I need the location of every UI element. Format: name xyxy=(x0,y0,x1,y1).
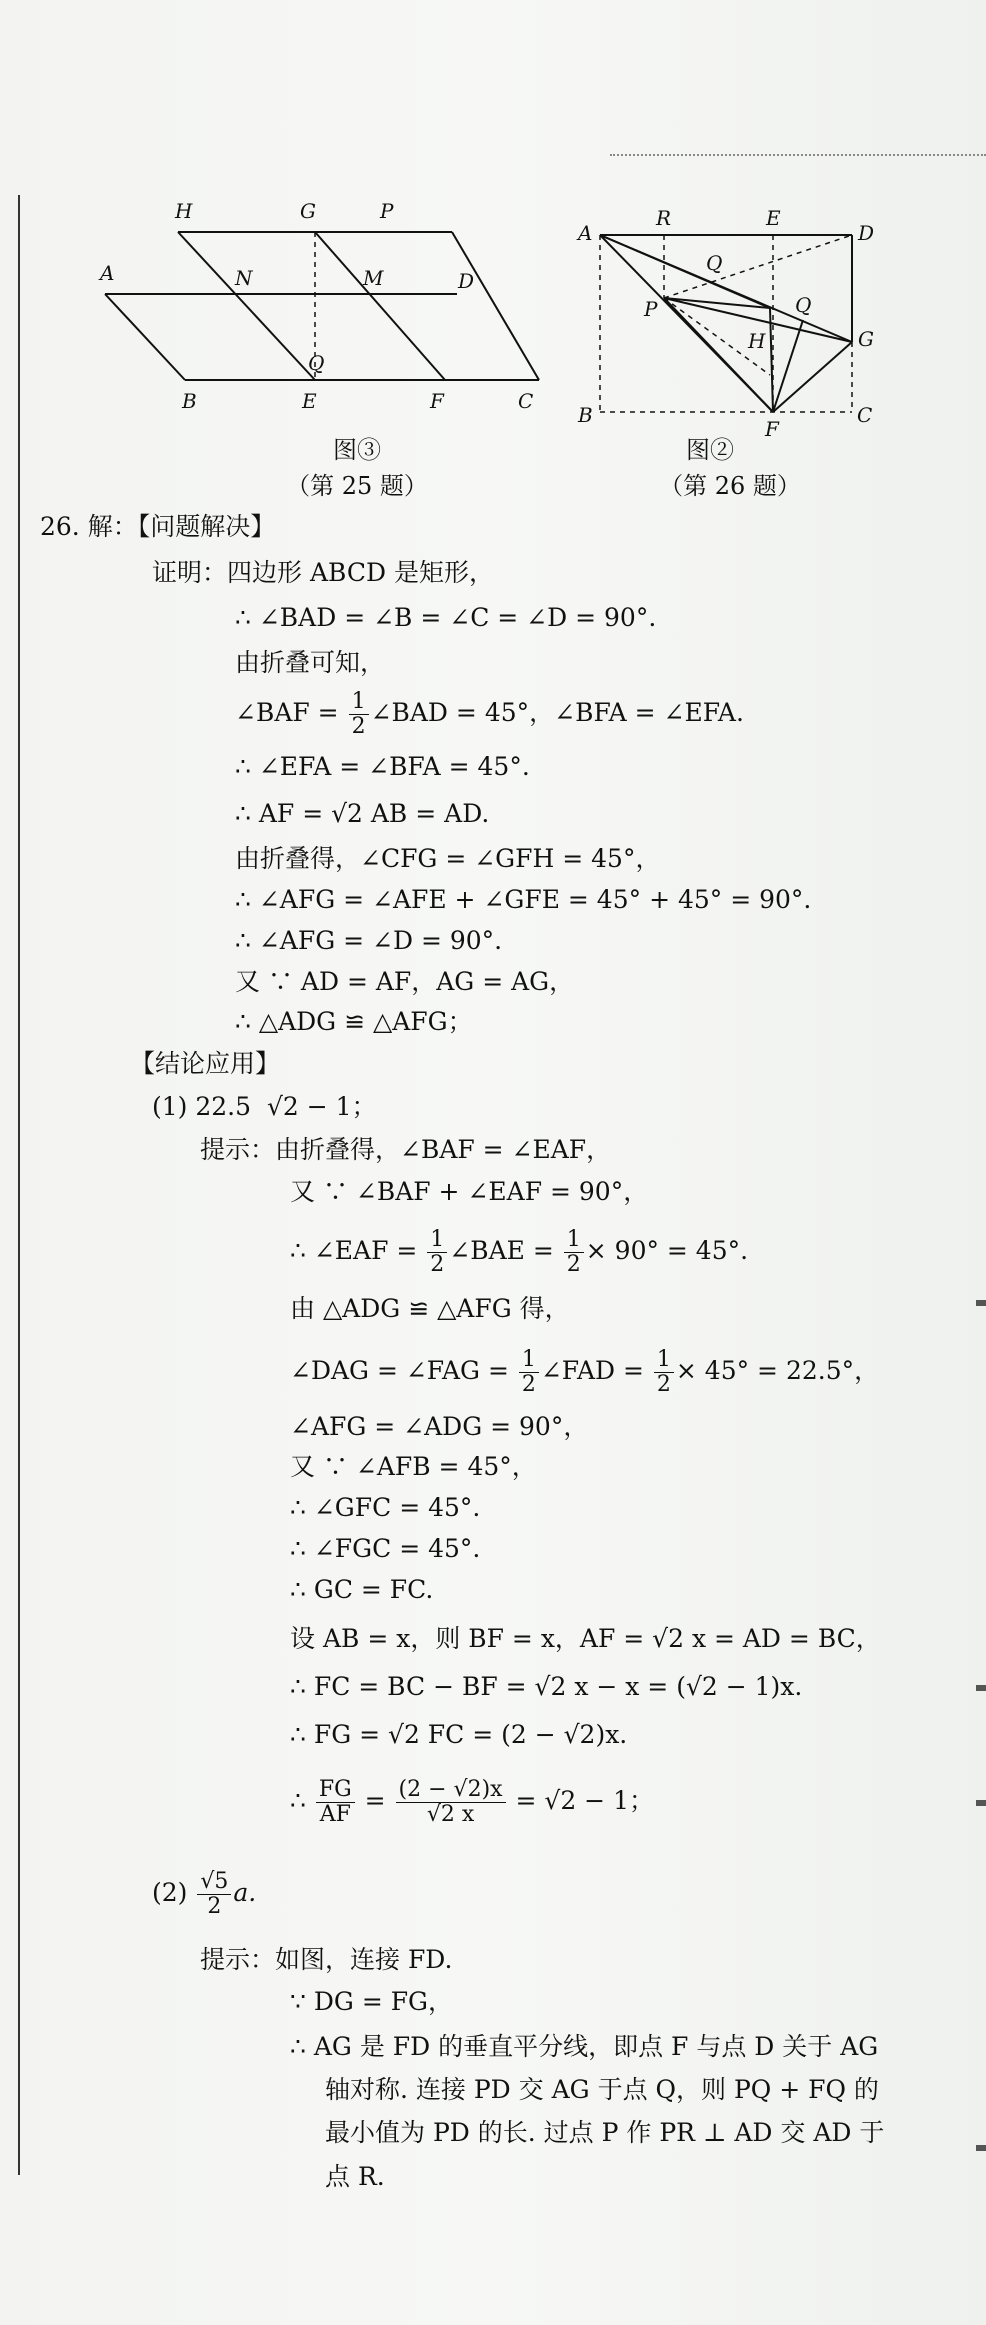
fraction-numerator: √5 xyxy=(197,1870,231,1895)
fraction-half xyxy=(519,1348,539,1397)
fraction-numerator: 1 xyxy=(349,690,369,715)
point-label: F xyxy=(430,389,444,413)
answer-line xyxy=(152,1090,377,1124)
text-line: ∴ FG = √2 FC = (2 − √2)x. xyxy=(290,1720,628,1749)
point-label: M xyxy=(363,266,384,290)
point-label: N xyxy=(235,266,253,290)
fraction-half xyxy=(349,690,369,739)
text-line-with-fraction xyxy=(235,690,744,739)
point-label: B xyxy=(578,403,593,427)
figure-26-caption: （第 26 题） xyxy=(659,472,801,500)
text-fragment: ∠BAE = xyxy=(449,1236,562,1265)
figure-26-name: 图② xyxy=(686,436,734,464)
point-label: G xyxy=(300,199,316,223)
text-line: ∴ ∠GFC = 45°. xyxy=(290,1493,481,1522)
figure-25-caption: （第 25 题） xyxy=(286,472,428,500)
text-line: 点 R. xyxy=(325,2162,385,2191)
fraction-numerator: (2 − √2)x xyxy=(396,1778,506,1803)
fraction-denominator: 2 xyxy=(351,714,366,739)
point-label: Q xyxy=(308,351,325,375)
text-line: ∴ AG 是 FD 的垂直平分线，即点 F 与点 D 关于 AG xyxy=(290,2032,879,2061)
section-heading: 【结论应用】 xyxy=(130,1049,281,1078)
text-fragment: ∠DAG = ∠FAG = xyxy=(290,1356,517,1385)
point-label: H xyxy=(748,329,766,353)
point-label: R xyxy=(656,206,672,230)
fraction-half xyxy=(654,1348,674,1397)
text-line: ∵ DG = FG， xyxy=(290,1987,454,2016)
point-label: D xyxy=(858,221,875,245)
text-line-with-fraction xyxy=(290,1228,748,1277)
fraction-numerator: 1 xyxy=(564,1228,584,1253)
fraction-fg-af xyxy=(316,1778,355,1827)
text-line: 又 ∵ ∠AFB = 45°， xyxy=(290,1452,537,1481)
solution-number xyxy=(40,510,275,544)
fraction-denominator: 2 xyxy=(521,1372,536,1397)
point-label: Q xyxy=(706,251,723,275)
fraction-expression xyxy=(396,1778,506,1827)
text-line: ∠AFG = ∠ADG = 90°， xyxy=(290,1412,589,1441)
fraction-denominator: 2 xyxy=(566,1252,581,1277)
fraction-denominator: AF xyxy=(319,1802,351,1827)
point-label: Q xyxy=(795,293,812,317)
fraction-numerator: 1 xyxy=(654,1348,674,1373)
fraction-denominator: 2 xyxy=(656,1372,671,1397)
text-fragment: × 90° = 45°. xyxy=(585,1236,749,1265)
fraction-denominator: 2 xyxy=(207,1894,222,1919)
text-line: ∴ ∠FGC = 45°. xyxy=(290,1534,481,1563)
fraction-numerator: 1 xyxy=(427,1228,447,1253)
text-line: ∴ ∠EFA = ∠BFA = 45°. xyxy=(235,752,530,781)
point-label: C xyxy=(857,403,873,427)
text-line-with-fraction xyxy=(290,1348,879,1397)
text-line: ∴ AF = √2 AB = AD. xyxy=(235,799,490,828)
fraction-denominator: √2 x xyxy=(426,1802,475,1827)
point-label: G xyxy=(858,327,874,351)
point-label: P xyxy=(644,297,658,321)
fraction-denominator: 2 xyxy=(430,1252,445,1277)
point-label: D xyxy=(458,269,475,293)
text-fragment: = √2 − 1； xyxy=(507,1786,654,1815)
text-fragment: = xyxy=(356,1786,394,1815)
answer-label: (2) xyxy=(152,1878,188,1907)
problem-number: 26. 解： xyxy=(40,512,138,541)
point-label: E xyxy=(302,389,317,413)
point-label: F xyxy=(765,417,779,440)
text-line: ∴ FC = BC − BF = √2 x − x = (√2 − 1)x. xyxy=(290,1672,803,1701)
point-label: H xyxy=(175,199,193,223)
text-line: 轴对称. 连接 PD 交 AG 于点 Q，则 PQ + FQ 的 xyxy=(325,2075,879,2104)
answer-line-2 xyxy=(152,1870,256,1919)
hint-line: 提示：如图，连接 FD. xyxy=(200,1945,453,1974)
text-line: 又 ∵ AD = AF，AG = AG， xyxy=(235,967,575,996)
text-line-with-fraction xyxy=(290,1778,654,1827)
point-label: A xyxy=(578,221,593,245)
answer-label: (1) 22.5 xyxy=(152,1092,252,1121)
text-line: 由折叠可知， xyxy=(235,648,386,677)
text-fragment: ∠BAF = xyxy=(235,698,347,727)
text-line: 由折叠得，∠CFG = ∠GFH = 45°， xyxy=(235,844,661,873)
answer-suffix: a. xyxy=(233,1878,257,1907)
point-label: P xyxy=(380,199,394,223)
text-line: ∴ ∠AFG = ∠D = 90°. xyxy=(235,926,503,955)
text-line: 最小值为 PD 的长. 过点 P 作 PR ⊥ AD 交 AD 于 xyxy=(325,2118,885,2147)
point-label: A xyxy=(100,261,115,285)
text-line: 又 ∵ ∠BAF + ∠EAF = 90°， xyxy=(290,1177,649,1206)
text-line: ∴ GC = FC. xyxy=(290,1575,434,1604)
fraction-half xyxy=(564,1228,584,1277)
point-label: B xyxy=(182,389,197,413)
text-fragment: ∴ xyxy=(290,1786,314,1815)
section-heading: 【问题解决】 xyxy=(137,512,276,541)
fraction-answer xyxy=(197,1870,231,1919)
text-line: 设 AB = x，则 BF = x，AF = √2 x = AD = BC， xyxy=(290,1624,881,1653)
text-line: ∴ ∠BAD = ∠B = ∠C = ∠D = 90°. xyxy=(235,603,657,632)
text-fragment: × 45° = 22.5°， xyxy=(675,1356,880,1385)
text-fragment: ∠FAD = xyxy=(540,1356,652,1385)
text-line: 由 △ADG ≌ △AFG 得， xyxy=(290,1294,570,1323)
hint-line: 提示：由折叠得，∠BAF = ∠EAF， xyxy=(200,1135,612,1164)
point-label: E xyxy=(766,206,781,230)
text-fragment: ∴ ∠EAF = xyxy=(290,1236,426,1265)
text-fragment: ∠BAD = 45°，∠BFA = ∠EFA. xyxy=(370,698,744,727)
text-line: ∴ △ADG ≌ △AFG； xyxy=(235,1007,473,1036)
answer-value: √2 − 1； xyxy=(266,1092,377,1121)
fraction-numerator: FG xyxy=(316,1778,355,1803)
figure-25-name: 图③ xyxy=(333,436,381,464)
text-line: 证明：四边形 ABCD 是矩形， xyxy=(152,558,494,587)
fraction-numerator: 1 xyxy=(519,1348,539,1373)
point-label: C xyxy=(518,389,534,413)
text-line: ∴ ∠AFG = ∠AFE + ∠GFE = 45° + 45° = 90°. xyxy=(235,885,812,914)
fraction-half xyxy=(427,1228,447,1277)
